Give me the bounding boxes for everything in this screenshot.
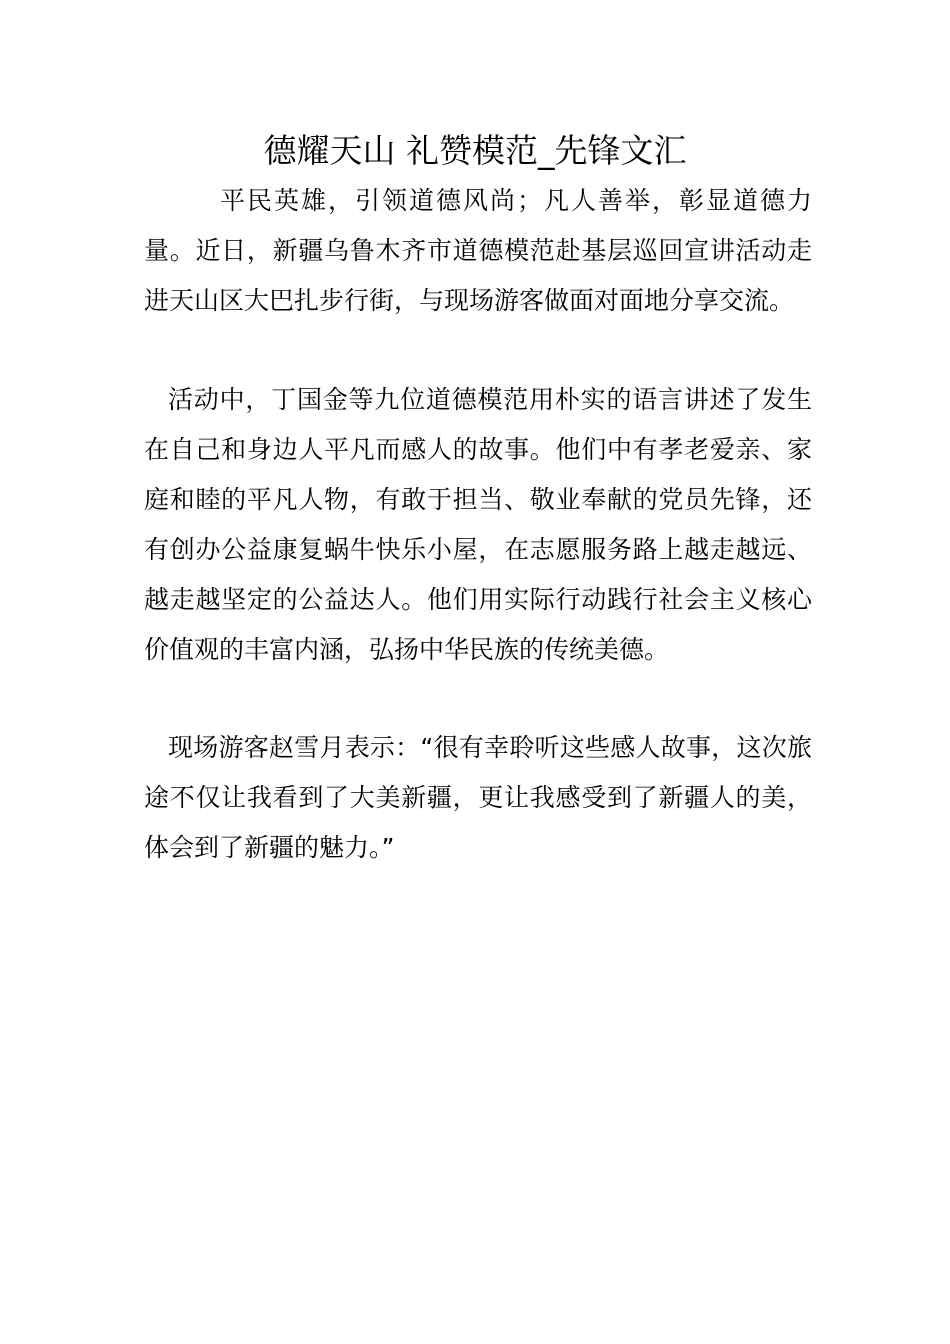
document-title: 德耀天山 礼赞模范_先锋文汇 xyxy=(263,131,687,170)
paragraph-intro: 平民英雄，引领道德风尚；凡人善举，彰显道德力量。近日，新疆乌鲁木齐市道德模范赴基层巡回宣讲活动走进天山区大巴扎步行街，与现场游客做面对面地分享交流。 xyxy=(144,186,812,315)
paragraph-visitor-quote: 现场游客赵雪月表示：“很有幸聆听这些感人故事，这次旅途不仅让我看到了大美新疆，更让我感受到了新疆人的美，体会到了新疆的魅力。” xyxy=(144,733,812,862)
paragraph-activity: 活动中，丁国金等九位道德模范用朴实的语言讲述了发生在自己和身边人平凡而感人的故事。他们中有孝老爱亲、家庭和睦的平凡人物，有敢于担当、敬业奉献的党员先锋，还有创办公益康复蜗牛快乐小屋，在志愿服务路上越走越远、越走越坚定的公益达人。他们用实际行动践行社会主义核心价值观的丰富内涵，弘扬中华民族的传统美德。 xyxy=(144,385,812,664)
